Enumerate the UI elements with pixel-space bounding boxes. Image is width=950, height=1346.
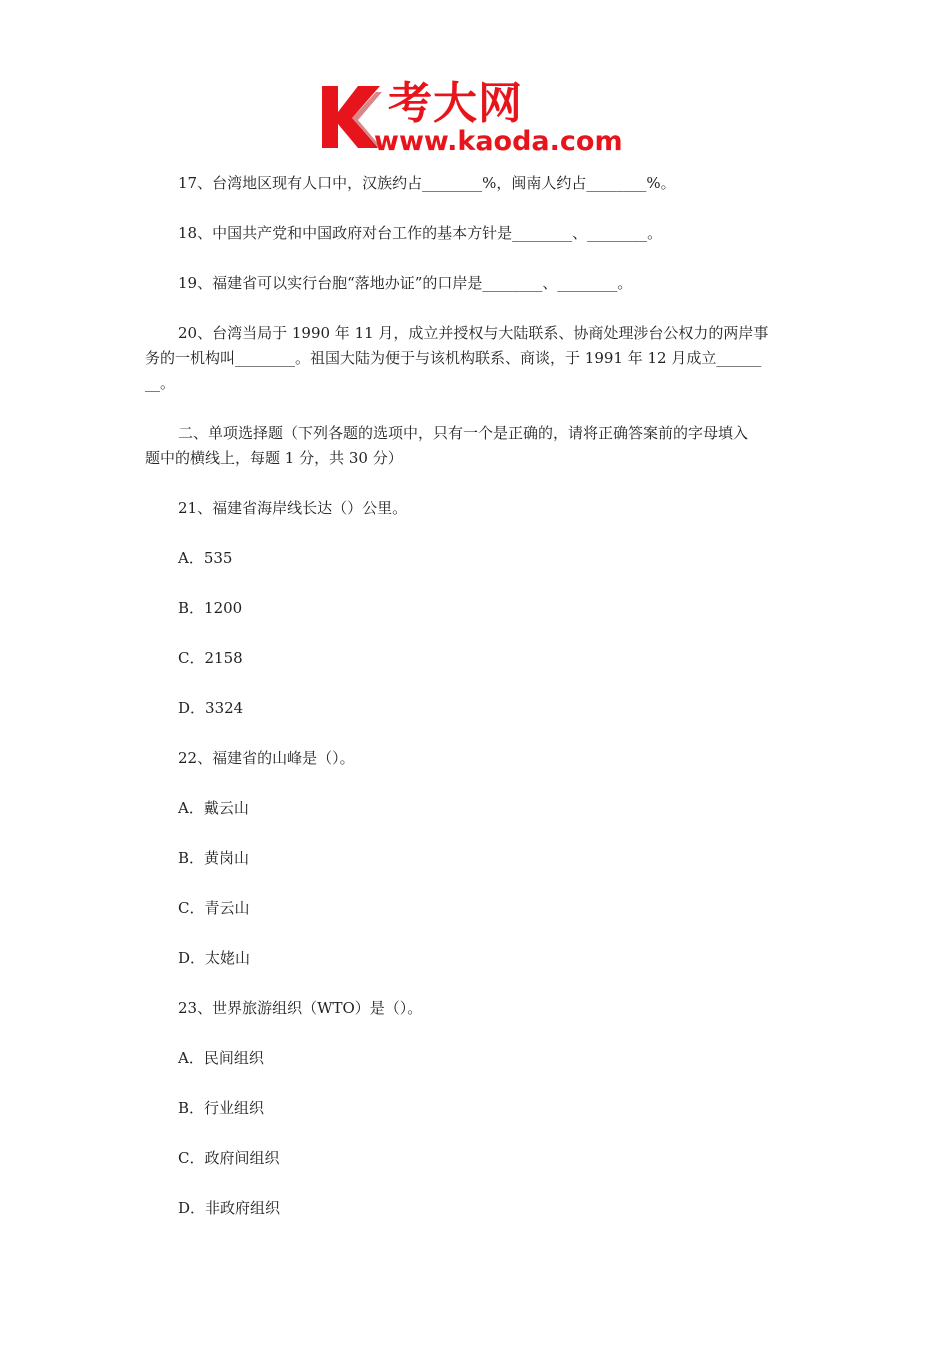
option-d: D．非政府组织 <box>178 1199 281 1217</box>
question-stem: 21、福建省海岸线长达（）公里。 <box>178 499 408 517</box>
question-19: 19、福建省可以实行台胞“落地办证”的口岸是________、________。 <box>178 274 633 292</box>
option-d: D．3324 <box>178 699 244 717</box>
question-stem: 22、福建省的山峰是（）。 <box>178 749 355 767</box>
option-a: A．民间组织 <box>178 1049 264 1067</box>
question-18: 18、中国共产党和中国政府对台工作的基本方针是________、________。 <box>178 224 663 242</box>
kaoda-logo[interactable] <box>318 78 640 160</box>
option-c: C．2158 <box>178 649 243 667</box>
section-2-line-1: 二、单项选择题（下列各题的选项中，只有一个是正确的，请将正确答案前的字母填入 <box>178 424 749 442</box>
option-c: C．青云山 <box>178 899 250 917</box>
question-20-line-3: __。 <box>145 374 176 392</box>
option-b: B．黄岗山 <box>178 849 250 867</box>
option-b: B．1200 <box>178 599 243 617</box>
question-stem: 23、世界旅游组织（WTO）是（）。 <box>178 999 423 1017</box>
option-b: B．行业组织 <box>178 1099 265 1117</box>
option-a: A．535 <box>178 549 233 567</box>
question-17: 17、台湾地区现有人口中，汉族约占________%，闽南人约占________%。 <box>178 174 676 192</box>
option-d: D．太姥山 <box>178 949 251 967</box>
section-2-line-2: 题中的横线上，每题 1 分，共 30 分） <box>145 449 403 467</box>
question-20-line-2: 务的一机构叫________。祖国大陆为便于与该机构联系、商谈，于 1991 年 12 月成立______ <box>145 349 762 367</box>
logo-url[interactable]: www.kaoda.com <box>374 126 623 157</box>
option-c: C．政府间组织 <box>178 1149 280 1167</box>
question-20-line-1: 20、台湾当局于 1990 年 11 月，成立并授权与大陆联系、协商处理涉台公权力的两岸事 <box>178 324 769 342</box>
logo-title: 考大网 <box>388 78 523 129</box>
option-a: A．戴云山 <box>178 799 249 817</box>
